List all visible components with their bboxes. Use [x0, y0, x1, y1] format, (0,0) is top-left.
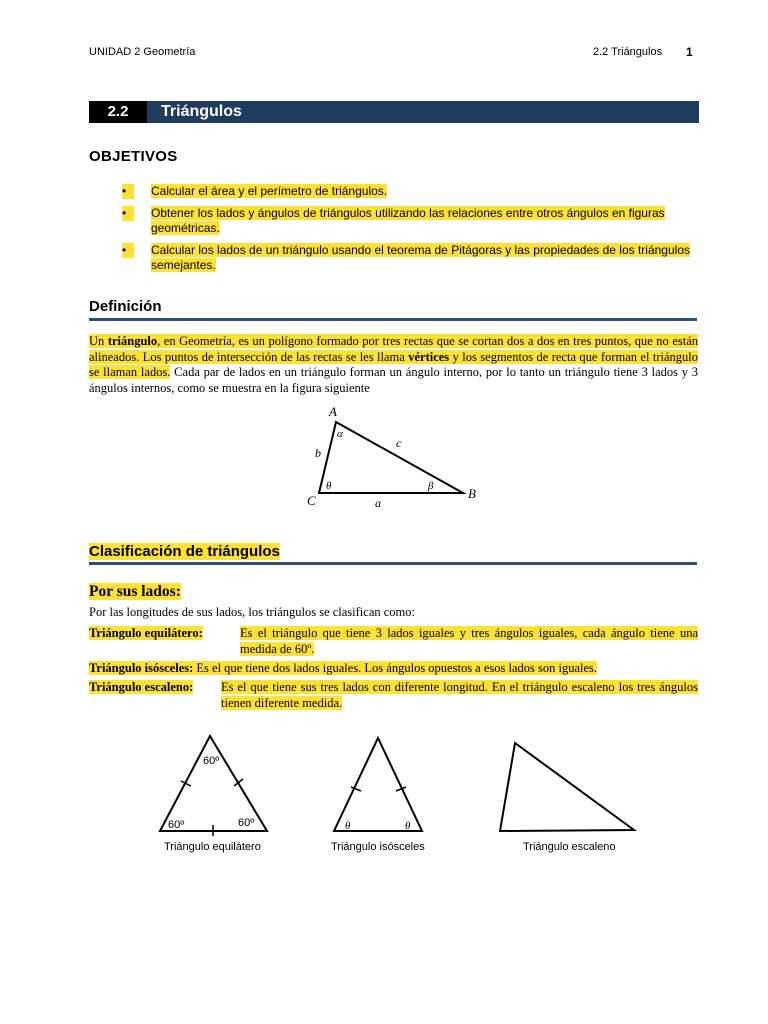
side-b-label: b [315, 446, 321, 460]
angle-left-label: θ [345, 820, 351, 832]
bullet-icon: • [122, 184, 134, 199]
triangle-abc-figure [300, 400, 500, 512]
side-c-label: c [396, 436, 402, 450]
bullet-icon: • [122, 206, 134, 221]
desc-scalene [221, 680, 698, 711]
bullet-icon: • [122, 243, 134, 258]
desc-scalene-text: Es el que tiene sus tres lados con diferente longitud. En el triángulo escaleno los tres ángulos tienen diferente medida. [221, 680, 698, 710]
by-sides-heading [89, 583, 181, 601]
caption-isosceles: Triángulo isósceles [331, 841, 425, 853]
objectives-heading: OBJETIVOS [89, 148, 178, 165]
term-triangulo: triángulo [107, 334, 158, 348]
caption-equilateral: Triángulo equilátero [164, 841, 261, 853]
isosceles-triangle-figure [328, 732, 432, 836]
objective-text: Calcular el área y el perímetro de triángulos. [151, 184, 388, 198]
classification-heading [89, 543, 280, 560]
equilateral-triangle-figure [150, 728, 280, 838]
angle-alpha-label: α [337, 428, 343, 440]
by-sides-heading-text: Por sus lados: [89, 583, 181, 600]
desc-equilateral [240, 626, 698, 657]
caption-scalene: Triángulo escaleno [523, 841, 616, 853]
running-header-section: 2.2 Triángulos [593, 46, 663, 58]
desc-isosceles: Es el que tiene dos lados iguales. Los ángulos opuestos a esos lados son iguales. [196, 661, 598, 675]
by-sides-intro: Por las longitudes de sus lados, los triángulos se clasifican como: [89, 605, 415, 619]
section-number: 2.2 [89, 101, 147, 123]
classification-heading-text: Clasificación de triángulos [89, 543, 280, 560]
running-header-unit: UNIDAD 2 Geometría [89, 46, 196, 58]
angle-theta-label: θ [326, 480, 332, 492]
term-equilateral-text: Triángulo equilátero: [89, 626, 203, 640]
angle-left-label: 60º [168, 819, 185, 831]
vertex-a-label: A [329, 404, 337, 419]
section-rule [89, 562, 697, 565]
section-banner [89, 101, 699, 123]
section-rule [89, 318, 697, 321]
term-vertices: vértices [408, 349, 450, 364]
scalene-triangle-shape [500, 743, 634, 831]
section-title: Triángulos [161, 103, 242, 120]
vertex-b-label: B [468, 486, 476, 501]
text-fragment: Cada par de lados en un triángulo forman un ángulo interno, por lo tanto un triángulo tiene 3 lados y 3 ángulos internos, como se muestra en la figura siguiente [89, 365, 698, 395]
side-a-label: a [375, 496, 381, 510]
objective-text: Obtener los lados y ángulos de triángulos utilizando las relaciones entre otros ángulos en figuras geométricas. [151, 206, 665, 235]
definition-heading: Definición [89, 298, 162, 315]
text-fragment: Un [89, 334, 108, 348]
term-scalene-text: Triángulo escaleno: [89, 680, 194, 694]
angle-right-label: θ [405, 820, 411, 832]
text-fragment: , en Geometría, es un polígono formado por tres rectas que se cortan dos a dos en tres puntos, que no están alineados. Los puntos de intersección de las rectas se les llama [89, 334, 699, 364]
text-fragment: y los segmentos de recta que forman el triángulo se llaman lados. [89, 349, 699, 379]
scalene-triangle-figure [490, 736, 640, 836]
page-number: 1 [686, 45, 693, 59]
definition-paragraph [89, 334, 698, 396]
term-scalene [89, 680, 229, 696]
objective-text: Calcular los lados de un triángulo usando el teorema de Pitágoras y las propiedades de los triángulos semejantes. [151, 243, 690, 272]
vertex-c-label: C [307, 493, 316, 508]
isosceles-row [89, 661, 698, 677]
term-isosceles: Triángulo isósceles: [89, 661, 194, 675]
angle-right-label: 60º [238, 817, 255, 829]
angle-beta-label: β [428, 480, 434, 492]
angle-top-label: 60º [203, 755, 220, 767]
desc-equilateral-text: Es el triángulo que tiene 3 lados iguales y tres ángulos iguales, cada ángulo tiene una medida de 60º. [240, 626, 698, 656]
isosceles-triangle-shape [334, 738, 422, 831]
term-equilateral [89, 626, 239, 642]
